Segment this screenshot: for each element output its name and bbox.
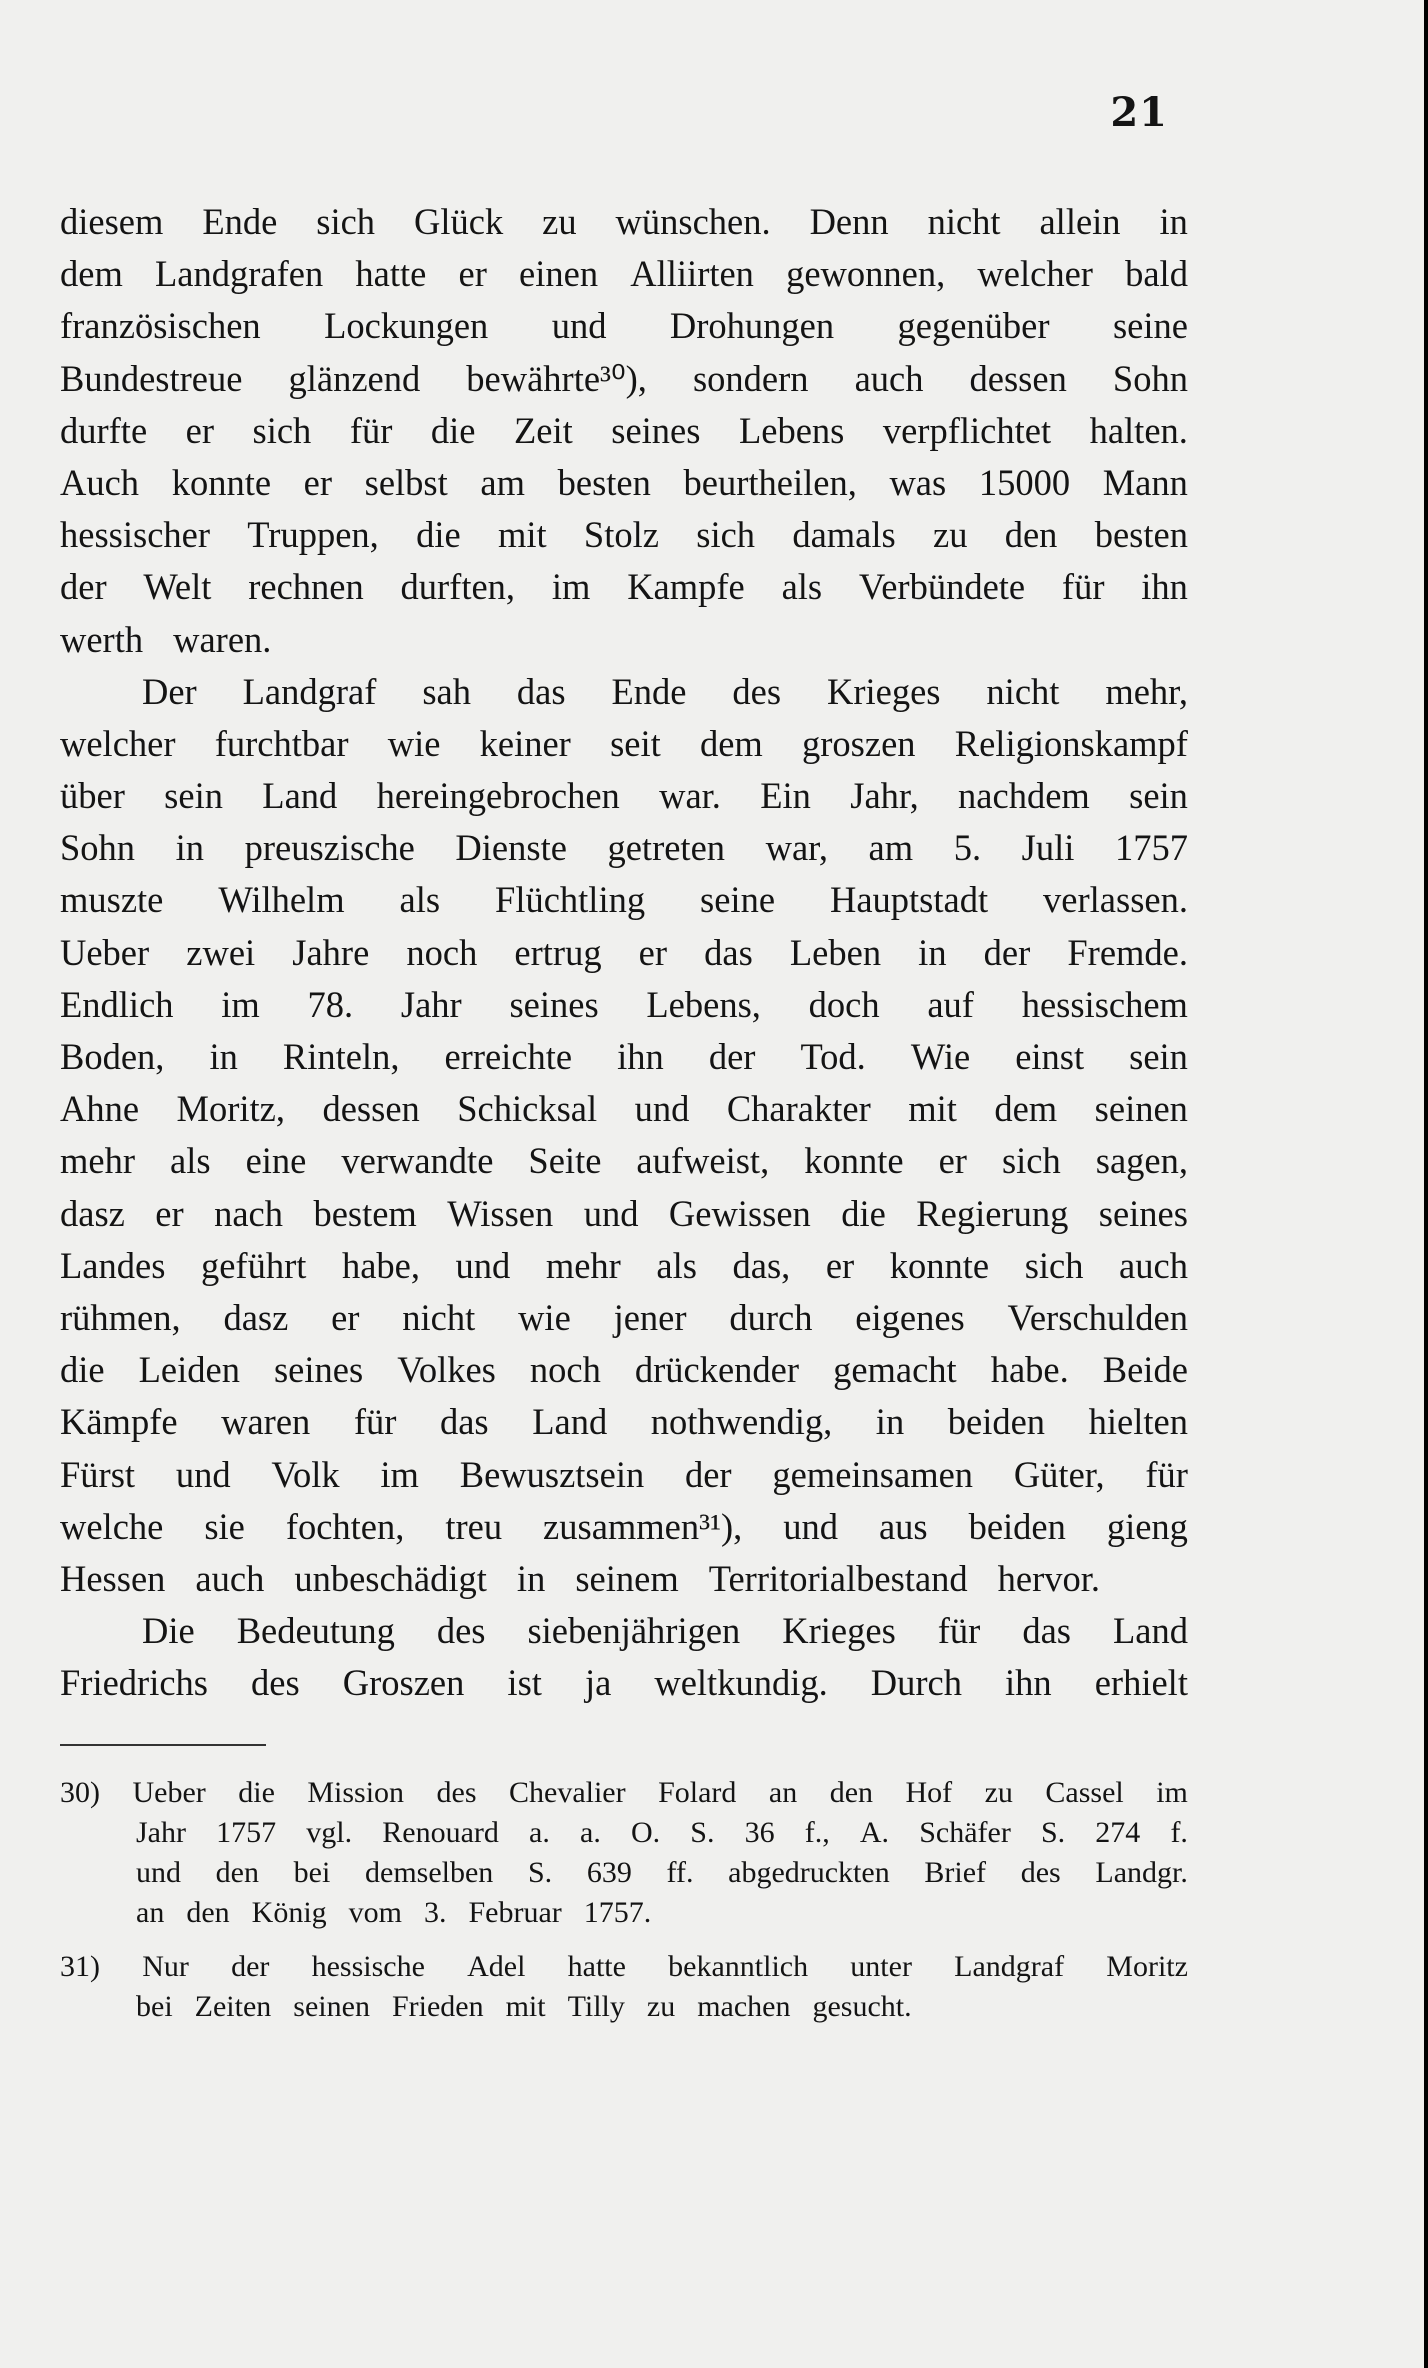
text-line: Bundestreue glänzend bewährte³⁰), sondern auch dessen Sohn (60, 357, 1188, 399)
text-line: Der Landgraf sah das Ende des Krieges nicht mehr, (142, 670, 1188, 712)
footnote-line: 30) Ueber die Mission des Chevalier Folard an den Hof zu Cassel im (60, 1773, 1188, 1813)
footnote-marker: 30) (60, 1776, 100, 1809)
footnote-gap (60, 1933, 1188, 1947)
footnote-line: bei Zeiten seinen Frieden mit Tilly zu machen gesucht. (136, 1990, 912, 2023)
text-line: dem Landgrafen hatte er einen Alliirten gewonnen, welcher bald (60, 253, 1188, 295)
footnote-separator (60, 1744, 266, 1746)
scan-edge (1424, 0, 1428, 2368)
footnote-line: und den bei demselben S. 639 ff. abgedruckten Brief des Landgr. (136, 1856, 1188, 1889)
text-line: Die Bedeutung des siebenjährigen Krieges für das Land (142, 1610, 1188, 1652)
text-line: Friedrichs des Groszen ist ja weltkundig. Durch ihn erhielt (60, 1662, 1188, 1704)
text-line: diesem Ende sich Glück zu wünschen. Denn nicht allein in (60, 201, 1188, 242)
text-line: hessischer Truppen, die mit Stolz sich damals zu den besten (60, 514, 1188, 556)
text-line: Sohn in preuszische Dienste getreten war, am 5. Juli 1757 (60, 827, 1188, 869)
text-line: durfte er sich für die Zeit seines Lebens verpflichtet halten. (60, 409, 1188, 451)
text-line: Ahne Moritz, dessen Schicksal und Charakter mit dem seinen (60, 1088, 1188, 1130)
text-line: muszte Wilhelm als Flüchtling seine Hauptstadt verlassen. (60, 879, 1188, 921)
text-line: über sein Land hereingebrochen war. Ein Jahr, nachdem sein (60, 775, 1188, 817)
text-line: Kämpfe waren für das Land nothwendig, in beiden hielten (60, 1401, 1188, 1443)
text-line: dasz er nach bestem Wissen und Gewissen die Regierung seines (60, 1192, 1188, 1234)
text-line: werth waren. (60, 618, 272, 660)
text-line: Ueber zwei Jahre noch ertrug er das Leben in der Fremde. (60, 931, 1188, 973)
text-line: französischen Lockungen und Drohungen gegenüber seine (60, 305, 1188, 347)
page-number: 21 (1110, 89, 1168, 136)
text-line: welche sie fochten, treu zusammen³¹), und aus beiden gieng (60, 1505, 1188, 1547)
text-line: Hessen auch unbeschädigt in seinem Territorialbestand hervor. (60, 1557, 1101, 1599)
footnotes (60, 1773, 1188, 2027)
footnote-marker: 31) (60, 1950, 100, 1983)
footnote-line: 31) Nur der hessische Adel hatte bekanntlich unter Landgraf Moritz (60, 1947, 1188, 1987)
text-line: mehr als eine verwandte Seite aufweist, konnte er sich sagen, (60, 1140, 1188, 1182)
text-line: Boden, in Rinteln, erreichte ihn der Tod. Wie einst sein (60, 1036, 1188, 1077)
text-line: Fürst und Volk im Bewusztsein der gemeinsamen Güter, für (60, 1453, 1188, 1495)
text-line: die Leiden seines Volkes noch drückender gemacht habe. Beide (60, 1349, 1188, 1391)
text-line: Endlich im 78. Jahr seines Lebens, doch auf hessischem (60, 983, 1188, 1025)
body-text (60, 196, 1188, 1709)
footnote-line: Jahr 1757 vgl. Renouard a. a. O. S. 36 f., A. Schäfer S. 274 f. (136, 1816, 1188, 1849)
text-line: rühmen, dasz er nicht wie jener durch eigenes Verschulden (60, 1296, 1188, 1338)
text-line: Auch konnte er selbst am besten beurtheilen, was 15000 Mann (60, 461, 1188, 503)
text-line: Landes geführt habe, und mehr als das, er konnte sich auch (60, 1244, 1188, 1286)
text-line: der Welt rechnen durften, im Kampfe als Verbündete für ihn (60, 566, 1188, 608)
footnote-line: an den König vom 3. Februar 1757. (136, 1896, 652, 1929)
text-line: welcher furchtbar wie keiner seit dem groszen Religionskampf (60, 722, 1188, 764)
